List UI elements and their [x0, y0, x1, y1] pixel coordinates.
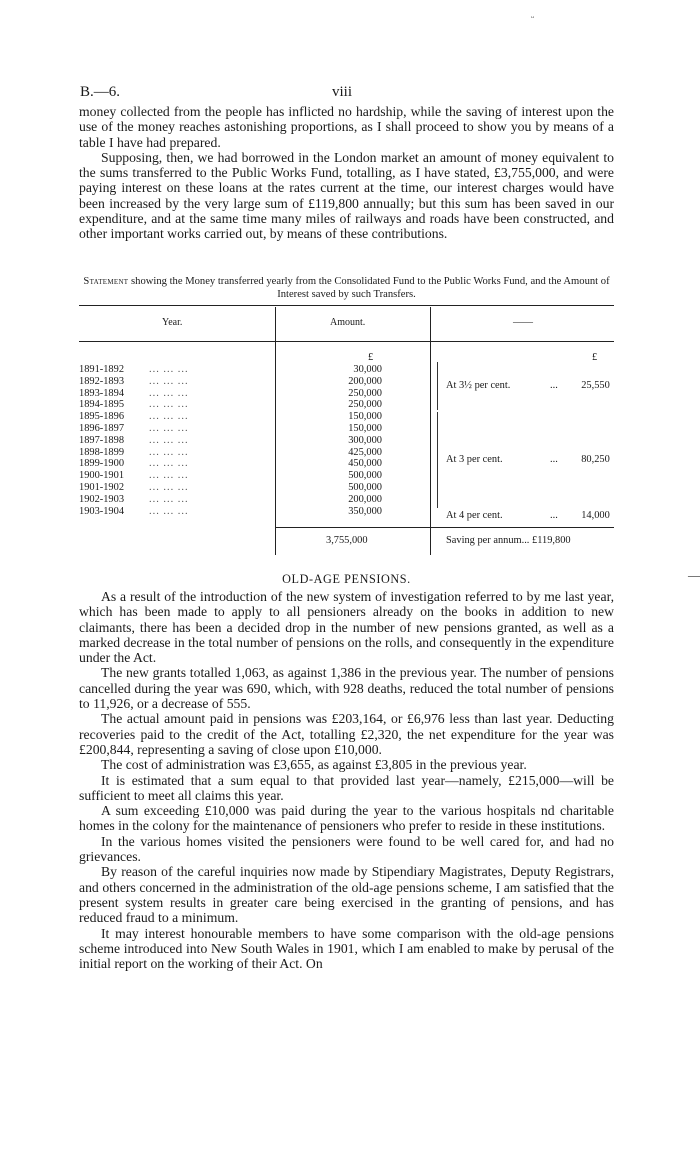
amount-cell: 300,000	[348, 434, 382, 446]
page-number: viii	[332, 84, 353, 100]
section-paragraph-8: By reason of the careful inquiries now made by Stipendiary Magistrates, Deputy Registrars, and others concerned in the administration of the old-age pensions scheme, I am satisfied that the present system results in greater care being exercised in the granting of pensions, and has reduced fraud to a minimum.	[79, 864, 614, 926]
leader-dots: ...	[550, 454, 558, 465]
leader-dots: ... ... ...	[149, 387, 189, 399]
leader-dots: ...	[550, 380, 558, 391]
year-cell: 1902-1903	[79, 493, 125, 505]
section-paragraph-3: The actual amount paid in pensions was £203,164, or £6,976 less than last year. Deducting recoveries paid to the credit of the Act, totalling £2,320, the net expenditure for the year was £200,844, representing a saving of close upon £10,000.	[79, 711, 614, 757]
rate-saving-value: 80,250	[581, 454, 610, 465]
year-cell: 1891-1892	[79, 364, 125, 375]
statement-lead: Statement	[83, 276, 129, 287]
amount-cell: 350,000	[348, 505, 382, 517]
year-cell: 1894-1895	[79, 399, 125, 411]
table-header-rule	[79, 341, 614, 342]
year-cell: 1892-1893	[79, 375, 125, 387]
rate-group-3	[446, 510, 610, 521]
intro-paragraph-1: money collected from the people has inflicted no hardship, while the saving of interest upon the use of the money reaches astonishing proportions, as I shall proceed to show you by means of a table I have had prepared.	[79, 104, 614, 150]
amount-cell: 200,000	[348, 375, 382, 387]
section-heading: OLD-AGE PENSIONS.	[282, 572, 411, 586]
amount-cell: 250,000	[348, 399, 382, 411]
table-row	[79, 494, 189, 506]
amount-cell: 250,000	[348, 387, 382, 399]
statement-text: showing the Money transferred yearly from the Consolidated Fund to the Public Works Fund, and the Amount of Interest saved by such Transfers.	[131, 276, 610, 300]
transfer-table	[0, 0, 700, 560]
table-row	[79, 411, 189, 423]
corner-mark: ᵕ	[531, 12, 535, 24]
year-cell: 1893-1894	[79, 387, 125, 399]
section-paragraph-7: In the various homes visited the pensioners were found to be well cared for, and had no grievances.	[79, 833, 614, 865]
amount-column-header: Amount.	[330, 317, 366, 328]
leader-dots: ... ... ...	[149, 411, 189, 423]
saving-label: Saving per annum...	[446, 535, 530, 546]
table-row	[79, 388, 189, 400]
amount-cell: 150,000	[348, 411, 382, 423]
table-row	[79, 506, 189, 518]
table-row	[79, 435, 189, 447]
year-cell: 1898-1899	[79, 446, 125, 458]
rate-label: At 3½ per cent.	[446, 380, 511, 391]
leader-dots: ... ... ...	[149, 446, 189, 458]
section-paragraph-9: It may interest honourable members to have some comparison with the old-age pensions scheme introduced into New South Wales in 1901, which I am enabled to make by perusal of the initial report on the working of their Act. On	[79, 925, 614, 972]
saving-total-row	[446, 535, 571, 546]
amount-cell: 500,000	[348, 481, 382, 493]
year-column-header: Year.	[162, 317, 183, 328]
saving-total: £119,800	[532, 535, 571, 546]
table-row	[79, 482, 189, 494]
section-text	[79, 589, 614, 971]
amount-cell: 500,000	[348, 470, 382, 482]
section-paragraph-5: It is estimated that a sum equal to that provided last year—namely, £215,000—will be sufficient to meet all claims this year.	[79, 772, 614, 803]
section-paragraph-4: The cost of administration was £3,655, as against £3,805 in the previous year.	[101, 757, 527, 773]
year-cell: 1903-1904	[79, 505, 125, 517]
document-reference: B.—6.	[80, 84, 121, 100]
table-row	[79, 470, 189, 482]
amount-cell: 200,000	[348, 493, 382, 505]
table-row	[79, 399, 189, 411]
leader-dots: ... ... ...	[149, 493, 189, 505]
amount-total-rule	[276, 527, 430, 528]
column-divider-1	[275, 307, 276, 555]
leader-dots: ...	[550, 510, 558, 521]
table-top-rule	[79, 305, 614, 306]
leader-dots: ... ... ...	[149, 364, 189, 375]
leader-dots: ... ... ...	[149, 505, 189, 517]
amount-total: 3,755,000	[326, 535, 368, 546]
rate-label: At 4 per cent.	[446, 510, 503, 521]
rate-group-2	[446, 454, 610, 465]
intro-paragraph-2: Supposing, then, we had borrowed in the London market an amount of money equivalent to the sums transferred to the Public Works Fund, totalling, as I have stated, £3,755,000, and were paying interest on these loans at the rates current at the time, our interest charges would have been increased by the very large sum of £119,800 annually; but this sum has been saved in our expenditure, and at the same time many miles of railways and roads have been constructed, and other important works carried out, by means of these contributions.	[79, 149, 614, 242]
section-paragraph-2: The new grants totalled 1,063, as against 1,386 in the previous year. The number of pensions cancelled during the year was 690, which, with 928 deaths, reduced the total number of pensions to 11,926, or a decrease of 555.	[79, 665, 614, 712]
margin-mark: —	[688, 568, 700, 582]
section-paragraph-6: A sum exceeding £10,000 was paid during the year to the various hospitals nd charitable homes in the colony for the maintenance of pensioners who prefer to reside in these institutions.	[79, 803, 614, 834]
year-cell: 1900-1901	[79, 470, 125, 482]
amount-cell: 150,000	[348, 422, 382, 434]
brace-group-2	[437, 412, 438, 508]
year-cell: 1899-1900	[79, 458, 125, 470]
brace-group-1	[437, 362, 438, 410]
table-row	[79, 364, 189, 376]
amount-column	[300, 364, 382, 517]
rate-group-1	[446, 380, 610, 391]
leader-dots: ... ... ...	[149, 422, 189, 434]
rate-saving-value: 25,550	[581, 380, 610, 391]
year-cell: 1897-1898	[79, 434, 125, 446]
year-column	[79, 364, 189, 517]
leader-dots: ... ... ...	[149, 481, 189, 493]
table-row	[79, 423, 189, 435]
table-row	[79, 376, 189, 388]
leader-dots: ... ... ...	[149, 434, 189, 446]
section-paragraph-1: As a result of the introduction of the new system of investigation referred to by me last year, which has been made to apply to all pensioners already on the books in addition to new claimants, there has been a decided drop in the number of new pensions granted, as well as a marked decrease in the total number of pensions on the rolls, and consequently in the expenditure under the Act.	[79, 589, 614, 666]
rate-saving-value: 14,000	[581, 510, 610, 521]
leader-dots: ... ... ...	[149, 399, 189, 411]
rate-label: At 3 per cent.	[446, 454, 503, 465]
saving-total-rule	[431, 527, 614, 528]
amount-currency-symbol: £	[368, 352, 374, 363]
leader-dots: ... ... ...	[149, 375, 189, 387]
year-cell: 1896-1897	[79, 422, 125, 434]
table-row	[79, 447, 189, 459]
amount-cell: 30,000	[353, 364, 382, 375]
year-cell: 1901-1902	[79, 481, 125, 493]
saving-column-header: ——	[513, 317, 533, 328]
column-divider-2	[430, 307, 431, 555]
leader-dots: ... ... ...	[149, 458, 189, 470]
saving-currency-symbol: £	[592, 352, 598, 363]
year-cell: 1895-1896	[79, 411, 125, 423]
table-row	[79, 458, 189, 470]
amount-cell: 450,000	[348, 458, 382, 470]
amount-cell: 425,000	[348, 446, 382, 458]
leader-dots: ... ... ...	[149, 470, 189, 482]
